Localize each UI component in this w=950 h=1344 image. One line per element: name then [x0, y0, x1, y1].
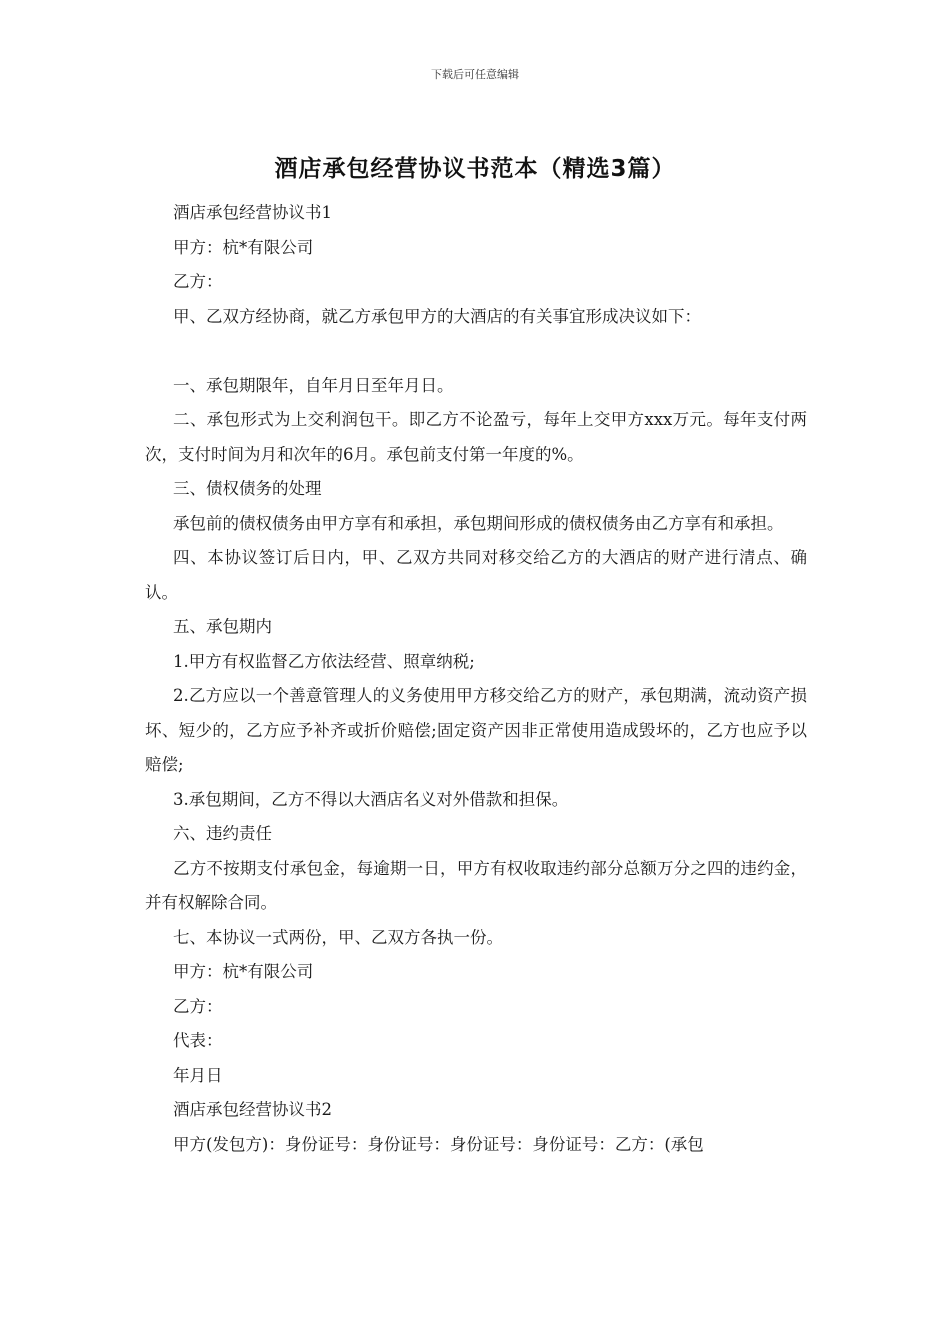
- clause-6-body: 乙方不按期支付承包金，每逾期一日，甲方有权收取违约部分总额万分之四的违约金，并有权解除合同。: [145, 858, 807, 912]
- clause-7: 七、本协议一式两份，甲、乙双方各执一份。: [173, 927, 503, 947]
- clause-3-body: 承包前的债权债务由甲方享有和承担，承包期间形成的债权债务由乙方享有和承担。: [173, 513, 784, 533]
- document-body: [145, 196, 807, 1162]
- signature-date: 年月日: [173, 1065, 223, 1085]
- signature-representative: 代表：: [173, 1031, 223, 1050]
- clause-5-item-1: 1.甲方有权监督乙方依法经营、照章纳税;: [173, 651, 475, 671]
- signature-party-b: 乙方：: [173, 996, 223, 1016]
- clause-1: 一、承包期限年，自年月日至年月日。: [173, 375, 454, 395]
- party-b-line: 乙方：: [173, 272, 223, 291]
- clause-5-item-2: 2.乙方应以一个善意管理人的义务使用甲方移交给乙方的财产，承包期满，流动资产损坏、短少的，乙方应予补齐或折价赔偿;固定资产因非正常使用造成毁坏的，乙方也应予以赔偿;: [145, 686, 807, 774]
- section-heading-2: 酒店承包经营协议书2: [173, 1100, 332, 1119]
- clause-4: 四、本协议签订后日内，甲、乙双方共同对移交给乙方的大酒店的财产进行清点、确认。: [145, 548, 807, 602]
- section-heading-1: 酒店承包经营协议书1: [173, 203, 332, 222]
- party-a-line: 甲方：杭*有限公司: [173, 237, 314, 257]
- preamble-paragraph: 甲、乙双方经协商，就乙方承包甲方的大酒店的有关事宜形成决议如下：: [173, 306, 701, 326]
- agreement-2-parties: 甲方(发包方)：身份证号：身份证号：身份证号：身份证号：乙方：(承包: [173, 1134, 704, 1154]
- signature-party-a: 甲方：杭*有限公司: [173, 962, 314, 981]
- clause-5-heading: 五、承包期内: [173, 617, 272, 636]
- clause-3-heading: 三、债权债务的处理: [173, 479, 322, 498]
- clause-2: 二、承包形式为上交利润包干。即乙方不论盈亏，每年上交甲方xxx万元。每年支付两次，支付时间为月和次年的6月。承包前支付第一年度的%。: [145, 410, 807, 464]
- clause-5-item-3: 3.承包期间，乙方不得以大酒店名义对外借款和担保。: [173, 789, 569, 809]
- document-title: 酒店承包经营协议书范本（精选3篇）: [274, 156, 676, 182]
- clause-6-heading: 六、违约责任: [173, 824, 272, 843]
- header-note: 下载后可任意编辑: [431, 68, 519, 81]
